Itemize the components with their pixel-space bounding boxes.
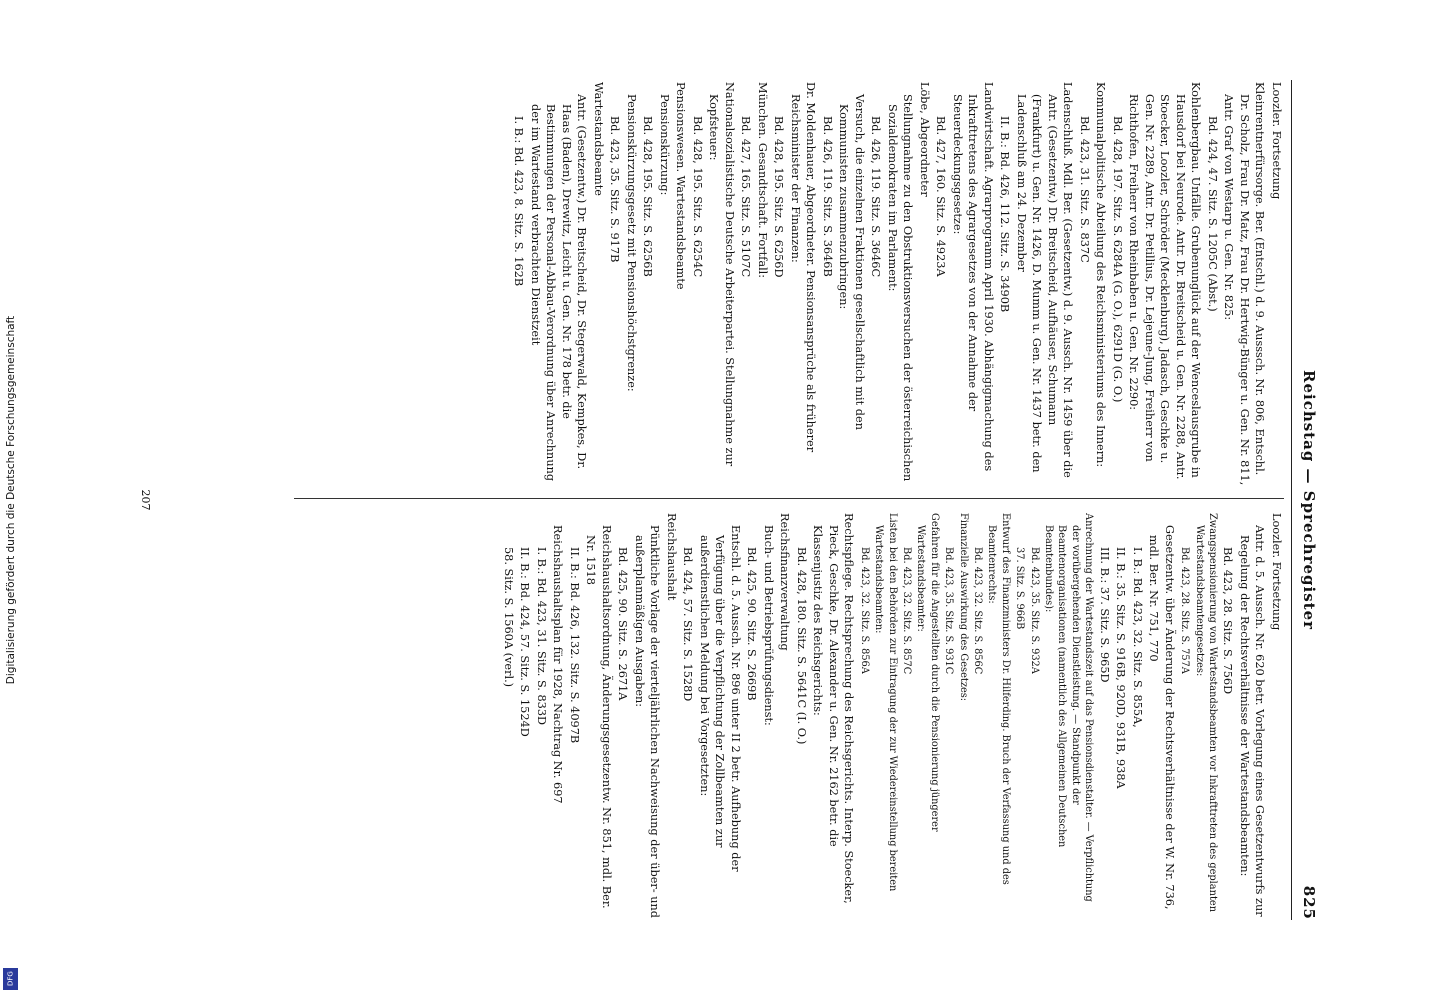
sidebar-footer-strip (0, 0, 22, 1000)
citation-line: Bd. 423, 35. Sitz. S. 931C (943, 547, 955, 675)
index-entry: Pensionskürzungsgesetz mit Pensionshöchstgrenze: (625, 94, 638, 392)
citation-line: II. B.: 35. Sitz. S. 916B, 920D, 931B, 938A (1114, 547, 1128, 789)
index-entry: Pensionskürzung: (658, 94, 671, 196)
citation-line: 58. Sitz. S. 1560A (verl.) (501, 547, 515, 688)
index-entry: Kleinrentnerfürsorge. Ber. (Entschl.) d. 9. Ausssch. Nr. 806, Entschl. Dr. Scholz, Frau Dr. Matz, Frau Dr. Hertwig-Bünger u. Gen. Nr. 811, Antr. Graf von Westarp u. Gen. Nr. 825: (1222, 82, 1267, 486)
index-entry: Löbe, Abgeordneter (918, 82, 931, 197)
index-entry: Loozler. Fortsetzung (1270, 513, 1283, 631)
index-entry: Zwangspensionierung von Wartestandsbeamten vor Inkrafttreten des geplanten Wartestandsbeamtengesetzes: (1193, 513, 1218, 913)
index-entry: Antr. d. 5. Aussch. Nr. 620 betr. Vorlegung eines Gesetzentwurfs zur Regelung der Rechtsverhältnisse der Wartestandsbeamten: (1238, 525, 1267, 917)
index-entry: Versuch, die einzelnen Fraktionen gesellschaftlich mit den Kommunisten zusammenzubringen: (837, 94, 866, 430)
column-divider (294, 498, 1284, 499)
citation-line: Bd. 423, 35. Sitz. S. 917B (608, 116, 622, 263)
citation-line: Bd. 427, 160. Sitz. S. 4923A (934, 116, 948, 277)
citation-line: II. B.: Bd. 426, 132. Sitz. S. 4097B (567, 547, 581, 744)
index-entry: Entschl. d. 5. Aussch. Nr. 896 unter II 2 betr. Aufhebung der Verfügung über die Verpflichtung der Zollbeamten zur außerdienstlichen Meldung bei Vorgesetzten: (697, 525, 742, 872)
index-entry: Loozler. Fortsetzung (1270, 82, 1283, 200)
index-entry: Finanzielle Auswirkung des Gesetzes: (957, 513, 969, 702)
citation-line: Bd. 428, 195. Sitz. S. 6256D (772, 116, 786, 278)
index-entry: Gesetzentw. über Änderung der Rechtsverhältnisse der W. Nr. 736, mdl. Ber. Nr. 751, 770 (1147, 525, 1176, 910)
index-entry: Wartestandsbeamte (592, 82, 605, 196)
citation-line: Bd. 423, 28. Sitz. S. 756D (1221, 547, 1235, 695)
index-entry: Rechtspflege. Rechtsprechung des Reichsgerichts. Interp. Stoecker, Pieck, Geschke, Dr. Alexander u. Gen. Nr. 2162 betr. die Klassenjustiz des Reichsgerichts: (811, 513, 856, 904)
index-entry: Anrechnung der Wartestandszeit auf das Pensionsdienstalter. — Verpflichtung der vorübergehenden Dienstleistung. — Standpunkt der Beamtenorganisationen (namentlich des Allgemeinen Deutschen Beamtenbundes): (1043, 513, 1095, 902)
citation-line: Bd. 423, 35. Sitz. S. 932A (1028, 547, 1040, 674)
page-number: 825 (1300, 885, 1318, 920)
index-entry: Ladenschluß. Mdl. Ber. (Gesetzentw.) d. 9. Aussch. Nr. 1459 über die Antr. (Gesetzentw.) Dr. Breitscheid, Aufhäuser, Schumann (Frankfurt) u. Gen. Nr. 1426, D. Mumm u. Gen. Nr. 1437 betr. den Ladenschluß am 24. Dezember (1015, 82, 1075, 478)
citation-line: Bd. 428, 195. Sitz. S. 6254C (691, 116, 704, 278)
index-entry: Reichshaushalt (664, 513, 678, 601)
citation-line: Bd. 427, 165. Sitz. S. 5107C (739, 116, 753, 278)
index-entry: Kohlenbergbau. Unfälle. Grubenunglück auf der Wenceslausgrube in Hausdorf bei Neurode. Antr. Dr. Breitscheid u. Gen. Nr. 2288, Antr. Stoecker, Loozler, Schröder (Mecklenburg), Jadasch, Geschke u. Gen. Nr. 2289, Antr. Dr. Petillius, Dr. Lejeune-Jung, Freiherr von Richthofen, Freiherr von Rheinbaben u. Gen. Nr. 2290: (1127, 82, 1203, 480)
index-entry: Reichsfinanzverwaltung (778, 513, 792, 651)
index-entry: Buch- und Betriebsprüfungsdienst: (761, 525, 775, 726)
page-header (1291, 80, 1326, 920)
index-entry: Entwurf des Finanzministers Dr. Hilferding. Bruch der Verfassung und des Beamtenrechts: (986, 513, 1011, 885)
index-entry: Antr. (Gesetzentw.) Dr. Breitscheid, Dr. Stegerwald, Kempkes, Dr. Haas (Baden), Drewitz, Leicht u. Gen. Nr. 178 betr. die Bestimmungen der Personal-Abbau-Verordnung über Anrechnung der im Wartestand verbrachten Dienstzeit (529, 94, 589, 482)
citation-line: Bd. 423, 28. Sitz. S. 757A (1179, 547, 1191, 674)
citation-line: I. B.: Bd. 423, 31. Sitz. S. 833D (534, 547, 548, 726)
citation-line: Bd. 426, 119. Sitz. S. 3646C (869, 116, 883, 278)
citation-line: Bd. 423, 32. Sitz. S. 856C (972, 547, 984, 675)
page-title: Reichstag — Sprechregister (1300, 369, 1318, 631)
folio-number: 207 (139, 489, 152, 511)
index-entry: Landwirtschaft. Agrarprogramm April 1930. Abhängigmachung des Inkrafttretens des Agrargesetzes von der Annahme der Steuerdeckungsgesetze: (951, 82, 995, 472)
citation-line: Bd. 428, 180. Sitz. S. 5641C (I. O.) (794, 547, 808, 745)
citation-line: II. B.: Bd. 426, 112. Sitz. S. 3490B (998, 116, 1012, 313)
index-entry: Reichshaushaltsplan für 1928, Nachtrag Nr. 697 (551, 525, 565, 804)
citation-line: I. B.: Bd. 423, 8. Sitz. S. 162B (512, 116, 526, 287)
citation-line: Bd. 423, 31. Sitz. S. 837C (1078, 116, 1091, 263)
index-entry: München. Gesandtschaft. Fortfall: (756, 82, 769, 279)
citation-line: Bd. 428, 195. Sitz. S. 6256B (641, 116, 655, 277)
document-page (102, 70, 1332, 930)
funding-notice: Digitalisierung gefördert durch die Deutsche Forschungsgemeinschaft (5, 315, 17, 685)
citation-line: III. B.: 37. Sitz. S. 965D (1097, 547, 1111, 683)
citation-line: II. B.: Bd. 424, 57. Sitz. S. 1524D (518, 547, 532, 737)
index-entry: Kommunalpolitische Abteilung des Reichsministeriums des Innern: (1094, 82, 1108, 468)
citation-line: Bd. 423, 32. Sitz. S. 857C (901, 547, 912, 675)
index-entry: Reichshaushaltsordnung, Änderungsgesetzentw. Nr. 851, mdl. Ber. Nr. 1518 (584, 525, 613, 909)
index-entry: Listen bei den Behörden zur Eintragung der zur Wiedereinstellung bereiten Wartestandsbeamten: (873, 513, 898, 892)
index-entry: Nationalsozialistische Deutsche Arbeiterpartei. Stellungnahme zur Kopfsteuer: (707, 82, 736, 467)
dfg-logo-icon: DFG (3, 968, 18, 990)
citation-line: Bd. 425, 90. Sitz. S. 2669B (745, 547, 759, 701)
index-entry: Pünktliche Vorlage der vierteljährlichen Nachweisung der über- und außerplanmäßigen Ausgaben: (632, 525, 662, 918)
index-entry: Dr. Moldenhauer, Abgeordneter. Pensionsansprüche als früherer Reichsminister der Finanzen: (789, 82, 818, 453)
left-column (154, 82, 1284, 487)
index-entry: Pensionswesen. Wartestandsbeamte (674, 82, 688, 290)
citation-line: Bd. 428, 197. Sitz. S. 6284A (G. O.), 6291D (G. O.) (1111, 116, 1124, 403)
citation-line: Bd. 424, 57. Sitz. S. 1528D (681, 547, 695, 702)
index-entry: Stellungnahme zu den Obstruktionsversuchen der österreichischen Sozialdemokraten im Parlament: (886, 94, 915, 482)
citation-line: Bd. 425, 90. Sitz. S. 2671A (616, 547, 630, 701)
citation-line: Bd. 423, 32. Sitz. S. 856A (858, 547, 870, 674)
citation-line: Bd. 424, 47. Sitz. S. 1205C (Abst.) (1206, 116, 1219, 312)
citation-line: 37. Sitz. S. 966B (1014, 547, 1026, 630)
index-entry: Gefahren für die Angestellten durch die Pensionierung jüngerer Wartestandsbeamter: (915, 513, 940, 832)
citation-line: I. B.: Bd. 423, 32. Sitz. S. 855A, (1130, 547, 1144, 728)
right-column (154, 513, 1284, 918)
citation-line: Bd. 426, 119. Sitz. S. 3646B (821, 116, 834, 277)
